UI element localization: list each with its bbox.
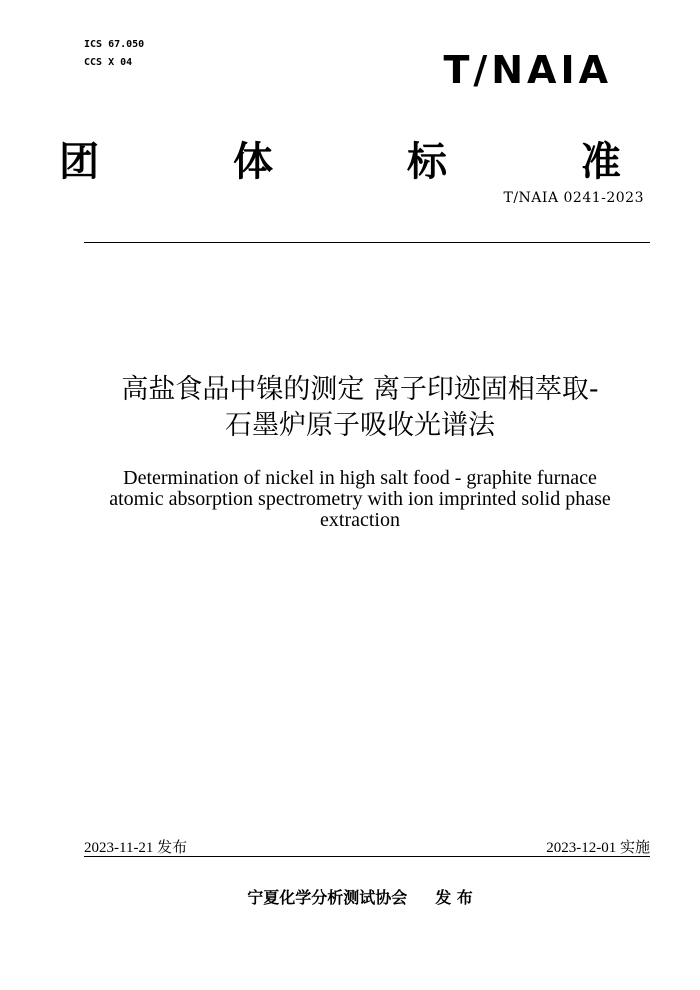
english-title	[70, 468, 650, 531]
group-standard-title: 团 体 标 准	[59, 139, 681, 185]
implementation-date: 2023-12-01 实施	[546, 840, 650, 856]
chinese-title-line: 石墨炉原子吸收光谱法	[225, 410, 495, 441]
header-divider	[84, 242, 650, 243]
issue-date: 2023-11-21 发布	[84, 840, 188, 856]
standard-code: T/NAIA	[443, 48, 612, 92]
english-title-line: Determination of nickel in high salt food - graphite furnace	[123, 467, 597, 489]
classification-codes	[84, 36, 144, 72]
footer-divider	[84, 856, 650, 857]
publisher-name: 宁夏化学分析测试协会	[247, 888, 408, 907]
publisher	[0, 885, 700, 908]
chinese-title	[0, 372, 700, 444]
english-title-line: extraction	[320, 509, 400, 531]
chinese-title-line: 高盐食品中镍的测定 离子印迹固相萃取-	[121, 374, 599, 405]
publisher-action: 发 布	[435, 888, 473, 907]
ics-code: ICS 67.050	[84, 39, 145, 50]
english-title-line: atomic absorption spectrometry with ion imprinted solid phase	[109, 488, 611, 510]
ccs-code: CCS X 04	[84, 57, 133, 68]
standard-number: T/NAIA 0241-2023	[503, 190, 644, 206]
